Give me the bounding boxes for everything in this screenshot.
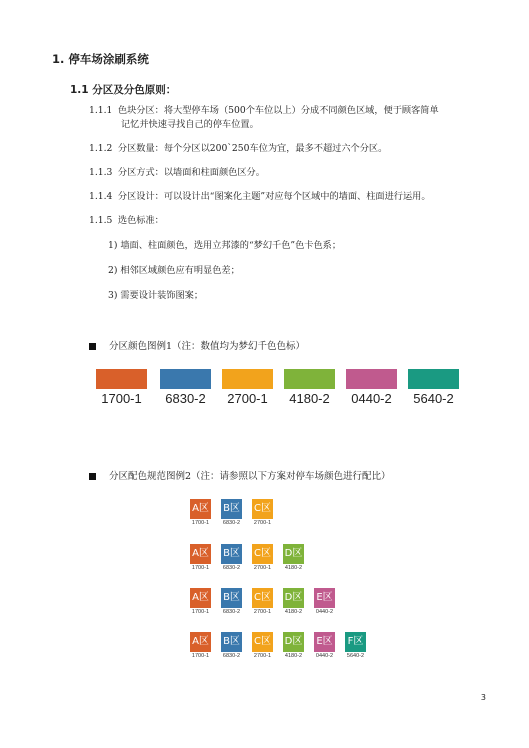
zone-code: 0440-2 [315,653,334,659]
item-continuation: 记忆并快速寻找自己的停车位置。 [121,119,259,130]
color-swatch [96,369,147,406]
zone-color-box: B区 [221,499,242,519]
swatch-color-block [160,369,211,389]
zone-code: 5640-2 [346,653,365,659]
zone-cell [283,588,304,615]
item-text: 分区设计：可以设计出“图案化主题”对应每个区域中的墙面、柱面进行运用。 [117,191,431,202]
zone-code: 1700-1 [191,520,210,526]
item-number: 1.1.1 [89,105,113,116]
list-item [89,166,265,180]
zone-color-box: A区 [190,544,211,564]
zone-code: 2700-1 [253,609,272,615]
zone-color-box: A区 [190,588,211,608]
zone-code: 2700-1 [253,653,272,659]
zone-cell [221,632,242,659]
item-number: 1.1.5 [89,215,113,226]
zone-code: 1700-1 [191,653,210,659]
zone-color-box: E区 [314,632,335,652]
bullet-text: 分区配色规范图例2（注：请参照以下方案对停车场颜色进行配比） [109,471,391,482]
zone-code: 6830-2 [222,609,241,615]
zone-color-box: C区 [252,632,273,652]
swatch-code: 6830-2 [165,391,206,406]
zone-code: 4180-2 [284,565,303,571]
color-swatch [408,369,459,406]
swatch-color-block [408,369,459,389]
list-item [89,214,164,228]
zone-cell [252,499,273,526]
zone-color-box: A区 [190,632,211,652]
bullet-text: 分区颜色图例1（注：数值均为梦幻千色色标） [109,341,306,352]
color-swatch [346,369,397,406]
zone-cell [252,588,273,615]
zone-cell [283,632,304,659]
zone-code: 1700-1 [191,565,210,571]
zone-cell [345,632,366,659]
zone-cell [252,632,273,659]
zone-color-box: E区 [314,588,335,608]
zone-color-box: C区 [252,588,273,608]
list-item [89,190,431,204]
zone-cell [190,632,211,659]
square-bullet-icon [89,473,96,480]
zone-color-box: B区 [221,632,242,652]
swatch-code: 1700-1 [101,391,142,406]
color-swatch [160,369,211,406]
zone-cell [221,588,242,615]
standard-item: 1) 墙面、柱面颜色，选用立邦漆的“梦幻千色”色卡色系； [108,240,342,251]
zone-color-box: C区 [252,544,273,564]
zone-cell [314,588,335,615]
zone-cell [314,632,335,659]
list-item [89,142,387,156]
subsection-heading: 1.1 分区及分色原则： [70,84,177,96]
swatch-code: 4180-2 [289,391,330,406]
page-number: 3 [480,693,486,702]
zone-color-box: A区 [190,499,211,519]
bullet-item [89,470,391,484]
zone-color-box: F区 [345,632,366,652]
item-text: 分区数量：每个分区以200`250车位为宜，最多不超过六个分区。 [117,143,388,154]
zone-color-box: C区 [252,499,273,519]
zone-code: 1700-1 [191,609,210,615]
item-number: 1.1.4 [89,191,113,202]
standard-item: 3) 需要设计装饰图案； [108,290,204,301]
zone-cell [252,544,273,571]
item-text: 色块分区：将大型停车场（500个车位以上）分成不同颜色区域，便于顾客简单 [117,105,439,116]
zone-cell [221,499,242,526]
swatch-code: 2700-1 [227,391,268,406]
zone-code: 4180-2 [284,609,303,615]
zone-cell [283,544,304,571]
square-bullet-icon [89,343,96,350]
zone-color-box: B区 [221,588,242,608]
item-number: 1.1.3 [89,167,113,178]
swatch-code: 5640-2 [413,391,454,406]
swatch-color-block [96,369,147,389]
zone-code: 0440-2 [315,609,334,615]
zone-cell [190,588,211,615]
item-text: 分区方式：以墙面和柱面颜色区分。 [117,167,265,178]
swatch-color-block [284,369,335,389]
zone-color-box: D区 [283,632,304,652]
zone-cell [190,544,211,571]
item-number: 1.1.2 [89,143,113,154]
zone-color-box: D区 [283,544,304,564]
zone-color-box: D区 [283,588,304,608]
zone-color-box: B区 [221,544,242,564]
zone-code: 6830-2 [222,520,241,526]
zone-cell [221,544,242,571]
color-swatch [284,369,335,406]
item-text: 选色标准： [117,215,164,226]
swatch-code: 0440-2 [351,391,392,406]
zone-code: 6830-2 [222,653,241,659]
list-item [89,104,439,118]
zone-cell [190,499,211,526]
bullet-item [89,340,305,354]
color-swatch [222,369,273,406]
zone-code: 6830-2 [222,565,241,571]
section-heading: 1. 停车场涂刷系统 [52,52,149,66]
zone-code: 4180-2 [284,653,303,659]
standard-item: 2) 相邻区域颜色应有明显色差； [108,265,240,276]
zone-code: 2700-1 [253,520,272,526]
swatch-color-block [222,369,273,389]
swatch-color-block [346,369,397,389]
zone-code: 2700-1 [253,565,272,571]
